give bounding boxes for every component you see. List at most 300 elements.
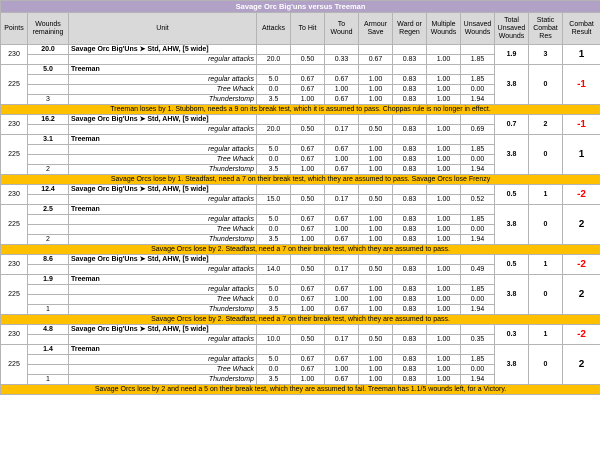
treeman-unit-name: Treeman <box>69 205 257 215</box>
attack-type-label: regular attacks <box>69 55 257 65</box>
treeman-to-hit: 0.67 <box>291 295 325 305</box>
empty-cell <box>325 345 359 355</box>
orc-attacks: 20.0 <box>257 55 291 65</box>
treeman-to-wound: 1.00 <box>325 225 359 235</box>
empty-cell <box>257 345 291 355</box>
treeman-points: 225 <box>1 65 28 105</box>
treeman-unit-name: Treeman <box>69 135 257 145</box>
orc-attacks: 10.0 <box>257 335 291 345</box>
treeman-armour: 1.00 <box>359 375 393 385</box>
empty-cell <box>325 275 359 285</box>
treeman-to-hit: 0.67 <box>291 225 325 235</box>
orc-combat-result: 1 <box>563 45 600 65</box>
orc-ward: 0.83 <box>393 125 427 135</box>
empty-cell <box>461 45 495 55</box>
orc-points: 230 <box>1 45 28 65</box>
empty-cell <box>393 135 427 145</box>
empty-cell <box>359 275 393 285</box>
treeman-unsaved: 0.00 <box>461 225 495 235</box>
treeman-ward: 0.83 <box>393 215 427 225</box>
empty-cell <box>461 205 495 215</box>
empty-cell <box>257 255 291 265</box>
orc-static-combat-res: 1 <box>529 185 563 205</box>
treeman-unsaved: 1.94 <box>461 165 495 175</box>
treeman-ward: 0.83 <box>393 95 427 105</box>
treeman-multi: 1.00 <box>427 155 461 165</box>
empty-cell <box>291 45 325 55</box>
treeman-total-unsaved: 3.8 <box>495 135 529 175</box>
empty-cell <box>393 185 427 195</box>
treeman-ward: 0.83 <box>393 305 427 315</box>
treeman-to-hit: 0.67 <box>291 155 325 165</box>
orc-static-combat-res: 2 <box>529 115 563 135</box>
treeman-static-combat-res: 0 <box>529 135 563 175</box>
empty-cell <box>427 65 461 75</box>
empty-cell <box>325 65 359 75</box>
orc-multi: 1.00 <box>427 335 461 345</box>
treeman-combat-result: -1 <box>563 65 600 105</box>
treeman-points: 225 <box>1 135 28 175</box>
header-row <box>1 13 600 45</box>
attack-type-label: Thunderstomp <box>69 375 257 385</box>
treeman-multi: 1.00 <box>427 355 461 365</box>
empty-cell <box>461 135 495 145</box>
empty-cell <box>427 135 461 145</box>
empty-cell <box>291 345 325 355</box>
treeman-multi: 1.00 <box>427 85 461 95</box>
empty-cell <box>291 255 325 265</box>
empty-cell <box>359 45 393 55</box>
attack-type-label: regular attacks <box>69 195 257 205</box>
orc-static-combat-res: 3 <box>529 45 563 65</box>
treeman-unit-row <box>1 345 600 355</box>
empty-cell <box>393 255 427 265</box>
orc-armour: 0.50 <box>359 125 393 135</box>
treeman-unit-row <box>1 65 600 75</box>
treeman-ward: 0.83 <box>393 235 427 245</box>
empty-cell <box>325 325 359 335</box>
empty-cell <box>461 345 495 355</box>
attack-type-label: Tree Whack <box>69 155 257 165</box>
empty-cell <box>325 255 359 265</box>
treeman-multi: 1.00 <box>427 365 461 375</box>
orc-combat-result: -1 <box>563 115 600 135</box>
treeman-unit-row <box>1 135 600 145</box>
attack-type-label: regular attacks <box>69 125 257 135</box>
header-static-combat-res: Static Combat Res <box>529 13 563 45</box>
empty-cell <box>28 335 69 345</box>
orc-ward: 0.83 <box>393 335 427 345</box>
orc-to-wound: 0.17 <box>325 265 359 275</box>
header-ward-or-regen: Ward or Regen <box>393 13 427 45</box>
empty-cell <box>359 115 393 125</box>
treeman-attacks: 5.0 <box>257 145 291 155</box>
attack-type-label: Tree Whack <box>69 295 257 305</box>
empty-cell <box>291 135 325 145</box>
empty-cell <box>28 355 69 365</box>
orc-multi: 1.00 <box>427 55 461 65</box>
header-unit: Unit <box>69 13 257 45</box>
treeman-to-wound: 0.67 <box>325 355 359 365</box>
round-result-note <box>1 175 600 185</box>
empty-cell <box>257 275 291 285</box>
orc-unit-row <box>1 45 600 55</box>
treeman-armour: 1.00 <box>359 75 393 85</box>
treeman-to-wound: 0.67 <box>325 75 359 85</box>
attack-type-label: Tree Whack <box>69 225 257 235</box>
treeman-to-hit: 1.00 <box>291 235 325 245</box>
orc-to-wound: 0.17 <box>325 125 359 135</box>
orc-total-unsaved: 1.9 <box>495 45 529 65</box>
treeman-to-wound: 1.00 <box>325 365 359 375</box>
orc-armour: 0.50 <box>359 335 393 345</box>
treeman-unsaved: 1.94 <box>461 305 495 315</box>
treeman-unsaved: 1.94 <box>461 375 495 385</box>
orc-total-unsaved: 0.5 <box>495 185 529 205</box>
treeman-attacks: 0.0 <box>257 155 291 165</box>
empty-cell <box>28 55 69 65</box>
attack-type-label: regular attacks <box>69 145 257 155</box>
orc-points: 230 <box>1 255 28 275</box>
sheet-title: Savage Orc Big'uns versus Treeman <box>1 1 600 13</box>
orc-unit-name: Savage Orc Big'Uns ➤ Std, AHW, [5 wide] <box>69 325 257 335</box>
empty-cell <box>28 295 69 305</box>
empty-cell <box>359 205 393 215</box>
treeman-to-wound: 0.67 <box>325 165 359 175</box>
orc-armour: 0.50 <box>359 265 393 275</box>
empty-cell <box>325 185 359 195</box>
empty-cell <box>461 115 495 125</box>
treeman-armour: 1.00 <box>359 85 393 95</box>
round-result-note <box>1 245 600 255</box>
treeman-multi: 1.00 <box>427 225 461 235</box>
round-note-text: Savage Orcs lose by 2. Steadfast, need a 7 on their break test, which they are assumed to pass. <box>1 315 600 325</box>
treeman-armour: 1.00 <box>359 235 393 245</box>
treeman-to-hit: 1.00 <box>291 165 325 175</box>
treeman-to-hit: 1.00 <box>291 375 325 385</box>
treeman-attacks: 0.0 <box>257 85 291 95</box>
empty-cell <box>291 65 325 75</box>
orc-combat-result: -2 <box>563 185 600 205</box>
treeman-to-wound: 0.67 <box>325 215 359 225</box>
treeman-static-combat-res: 0 <box>529 345 563 385</box>
orc-to-hit: 0.50 <box>291 55 325 65</box>
treeman-combat-result: 2 <box>563 345 600 385</box>
thunderstomp-count: 1 <box>28 305 69 315</box>
empty-cell <box>257 325 291 335</box>
orc-to-wound: 0.33 <box>325 55 359 65</box>
attack-type-label: regular attacks <box>69 215 257 225</box>
empty-cell <box>257 205 291 215</box>
treeman-to-hit: 0.67 <box>291 145 325 155</box>
empty-cell <box>257 115 291 125</box>
treeman-unsaved: 0.00 <box>461 295 495 305</box>
empty-cell <box>291 325 325 335</box>
empty-cell <box>291 205 325 215</box>
treeman-ward: 0.83 <box>393 365 427 375</box>
treeman-ward: 0.83 <box>393 85 427 95</box>
attack-type-label: regular attacks <box>69 265 257 275</box>
treeman-points: 225 <box>1 345 28 385</box>
treeman-ward: 0.83 <box>393 75 427 85</box>
treeman-attacks: 3.5 <box>257 375 291 385</box>
treeman-unit-name: Treeman <box>69 275 257 285</box>
attack-type-label: regular attacks <box>69 335 257 345</box>
empty-cell <box>28 265 69 275</box>
orc-unit-row <box>1 325 600 335</box>
empty-cell <box>427 185 461 195</box>
treeman-unsaved: 0.00 <box>461 365 495 375</box>
orc-combat-result: -2 <box>563 255 600 275</box>
empty-cell <box>393 275 427 285</box>
orc-wounds-remaining: 12.4 <box>28 185 69 195</box>
attack-type-label: Thunderstomp <box>69 165 257 175</box>
treeman-multi: 1.00 <box>427 75 461 85</box>
orc-attacks: 14.0 <box>257 265 291 275</box>
orc-attacks: 20.0 <box>257 125 291 135</box>
treeman-armour: 1.00 <box>359 95 393 105</box>
treeman-armour: 1.00 <box>359 145 393 155</box>
orc-unsaved: 1.85 <box>461 55 495 65</box>
treeman-multi: 1.00 <box>427 165 461 175</box>
empty-cell <box>427 115 461 125</box>
attack-type-label: Thunderstomp <box>69 305 257 315</box>
treeman-ward: 0.83 <box>393 155 427 165</box>
orc-unit-name: Savage Orc Big'Uns ➤ Std, AHW, [5 wide] <box>69 45 257 55</box>
treeman-to-hit: 0.67 <box>291 285 325 295</box>
treeman-total-unsaved: 3.8 <box>495 275 529 315</box>
orc-total-unsaved: 0.7 <box>495 115 529 135</box>
thunderstomp-count: 2 <box>28 165 69 175</box>
orc-armour: 0.50 <box>359 195 393 205</box>
empty-cell <box>291 275 325 285</box>
treeman-total-unsaved: 3.8 <box>495 345 529 385</box>
treeman-static-combat-res: 0 <box>529 275 563 315</box>
header-unsaved-wounds: Unsaved Wounds <box>461 13 495 45</box>
header-to-wound: To Wound <box>325 13 359 45</box>
treeman-unsaved: 1.85 <box>461 75 495 85</box>
round-result-note <box>1 105 600 115</box>
orc-to-hit: 0.50 <box>291 125 325 135</box>
attack-type-label: Thunderstomp <box>69 95 257 105</box>
orc-points: 230 <box>1 325 28 345</box>
treeman-ward: 0.83 <box>393 355 427 365</box>
treeman-unsaved: 0.00 <box>461 85 495 95</box>
empty-cell <box>257 135 291 145</box>
treeman-armour: 1.00 <box>359 155 393 165</box>
orc-static-combat-res: 1 <box>529 255 563 275</box>
treeman-unsaved: 1.94 <box>461 95 495 105</box>
treeman-multi: 1.00 <box>427 295 461 305</box>
empty-cell <box>257 185 291 195</box>
header-total-unsaved-wounds: Total Unsaved Wounds <box>495 13 529 45</box>
treeman-to-wound: 1.00 <box>325 295 359 305</box>
header-attacks: Attacks <box>257 13 291 45</box>
treeman-multi: 1.00 <box>427 215 461 225</box>
attack-type-label: regular attacks <box>69 285 257 295</box>
treeman-unit-row <box>1 205 600 215</box>
treeman-to-wound: 1.00 <box>325 85 359 95</box>
treeman-unsaved: 1.85 <box>461 145 495 155</box>
empty-cell <box>28 285 69 295</box>
round-result-note <box>1 315 600 325</box>
orc-combat-result: -2 <box>563 325 600 345</box>
empty-cell <box>325 205 359 215</box>
empty-cell <box>291 115 325 125</box>
empty-cell <box>325 135 359 145</box>
orc-to-hit: 0.50 <box>291 265 325 275</box>
attack-type-label: regular attacks <box>69 355 257 365</box>
orc-unit-name: Savage Orc Big'Uns ➤ Std, AHW, [5 wide] <box>69 115 257 125</box>
treeman-points: 225 <box>1 205 28 245</box>
orc-multi: 1.00 <box>427 195 461 205</box>
empty-cell <box>461 255 495 265</box>
empty-cell <box>28 75 69 85</box>
treeman-armour: 1.00 <box>359 295 393 305</box>
treeman-total-unsaved: 3.8 <box>495 205 529 245</box>
orc-total-unsaved: 0.3 <box>495 325 529 345</box>
orc-multi: 1.00 <box>427 125 461 135</box>
empty-cell <box>393 345 427 355</box>
treeman-wounds-remaining: 5.0 <box>28 65 69 75</box>
empty-cell <box>359 65 393 75</box>
empty-cell <box>427 205 461 215</box>
treeman-attacks: 0.0 <box>257 225 291 235</box>
round-result-note <box>1 385 600 395</box>
treeman-attacks: 3.5 <box>257 235 291 245</box>
treeman-unit-name: Treeman <box>69 345 257 355</box>
round-note-text: Savage Orcs lose by 2. Steadfast, need a 7 on their break test, which they are assumed to pass. <box>1 245 600 255</box>
empty-cell <box>359 325 393 335</box>
header-wounds-remaining: Wounds remaining <box>28 13 69 45</box>
empty-cell <box>393 65 427 75</box>
empty-cell <box>461 325 495 335</box>
treeman-wounds-remaining: 3.1 <box>28 135 69 145</box>
treeman-to-wound: 0.67 <box>325 375 359 385</box>
treeman-to-wound: 1.00 <box>325 155 359 165</box>
treeman-to-hit: 0.67 <box>291 355 325 365</box>
empty-cell <box>359 185 393 195</box>
header-combat-result: Combat Result <box>563 13 600 45</box>
empty-cell <box>427 275 461 285</box>
empty-cell <box>461 65 495 75</box>
orc-to-wound: 0.17 <box>325 195 359 205</box>
treeman-unsaved: 1.85 <box>461 285 495 295</box>
title-row <box>1 1 600 13</box>
orc-unit-row <box>1 185 600 195</box>
orc-multi: 1.00 <box>427 265 461 275</box>
thunderstomp-count: 3 <box>28 95 69 105</box>
attack-type-label: Tree Whack <box>69 85 257 95</box>
empty-cell <box>393 115 427 125</box>
empty-cell <box>427 325 461 335</box>
orc-unsaved: 0.52 <box>461 195 495 205</box>
treeman-ward: 0.83 <box>393 295 427 305</box>
empty-cell <box>393 205 427 215</box>
treeman-total-unsaved: 3.8 <box>495 65 529 105</box>
orc-points: 230 <box>1 115 28 135</box>
treeman-attacks: 5.0 <box>257 215 291 225</box>
orc-unsaved: 0.69 <box>461 125 495 135</box>
orc-unit-name: Savage Orc Big'Uns ➤ Std, AHW, [5 wide] <box>69 255 257 265</box>
empty-cell <box>28 145 69 155</box>
treeman-to-hit: 0.67 <box>291 365 325 375</box>
empty-cell <box>393 325 427 335</box>
empty-cell <box>28 225 69 235</box>
treeman-wounds-remaining: 2.5 <box>28 205 69 215</box>
treeman-wounds-remaining: 1.4 <box>28 345 69 355</box>
treeman-unsaved: 0.00 <box>461 155 495 165</box>
orc-to-wound: 0.17 <box>325 335 359 345</box>
treeman-to-wound: 0.67 <box>325 305 359 315</box>
orc-unit-row <box>1 115 600 125</box>
treeman-ward: 0.83 <box>393 375 427 385</box>
attack-type-label: Tree Whack <box>69 365 257 375</box>
treeman-attacks: 3.5 <box>257 95 291 105</box>
treeman-unsaved: 1.85 <box>461 355 495 365</box>
empty-cell <box>325 115 359 125</box>
thunderstomp-count: 2 <box>28 235 69 245</box>
empty-cell <box>427 45 461 55</box>
empty-cell <box>359 135 393 145</box>
treeman-attacks: 0.0 <box>257 365 291 375</box>
treeman-attacks: 5.0 <box>257 285 291 295</box>
treeman-unit-name: Treeman <box>69 65 257 75</box>
empty-cell <box>461 275 495 285</box>
treeman-multi: 1.00 <box>427 235 461 245</box>
treeman-unit-row <box>1 275 600 285</box>
orc-attacks: 15.0 <box>257 195 291 205</box>
empty-cell <box>28 85 69 95</box>
orc-ward: 0.83 <box>393 55 427 65</box>
empty-cell <box>393 45 427 55</box>
treeman-to-hit: 1.00 <box>291 305 325 315</box>
orc-ward: 0.83 <box>393 195 427 205</box>
round-note-text: Savage Orcs lose by 2 and need a 5 on their break test, which they are assumed to fail. Treeman has 1.1/5 wounds left, for a Victory. <box>1 385 600 395</box>
treeman-unsaved: 1.94 <box>461 235 495 245</box>
empty-cell <box>28 365 69 375</box>
round-note-text: Treeman loses by 1. Stubborn, needs a 9 on its break test, which it is assumed to pass. Choppas rule is no longer in effect. <box>1 105 600 115</box>
treeman-ward: 0.83 <box>393 165 427 175</box>
empty-cell <box>461 185 495 195</box>
orc-static-combat-res: 1 <box>529 325 563 345</box>
treeman-attacks: 0.0 <box>257 295 291 305</box>
treeman-wounds-remaining: 1.9 <box>28 275 69 285</box>
orc-armour: 0.67 <box>359 55 393 65</box>
empty-cell <box>359 345 393 355</box>
empty-cell <box>28 155 69 165</box>
empty-cell <box>28 215 69 225</box>
treeman-multi: 1.00 <box>427 95 461 105</box>
treeman-to-wound: 0.67 <box>325 235 359 245</box>
orc-unsaved: 0.49 <box>461 265 495 275</box>
treeman-armour: 1.00 <box>359 285 393 295</box>
orc-unit-name: Savage Orc Big'Uns ➤ Std, AHW, [5 wide] <box>69 185 257 195</box>
treeman-combat-result: 1 <box>563 135 600 175</box>
empty-cell <box>427 345 461 355</box>
orc-unsaved: 0.35 <box>461 335 495 345</box>
header-multiple-wounds: Multiple Wounds <box>427 13 461 45</box>
attack-type-label: Thunderstomp <box>69 235 257 245</box>
orc-wounds-remaining: 8.6 <box>28 255 69 265</box>
treeman-to-hit: 1.00 <box>291 95 325 105</box>
treeman-unsaved: 1.85 <box>461 215 495 225</box>
treeman-multi: 1.00 <box>427 375 461 385</box>
orc-points: 230 <box>1 185 28 205</box>
treeman-attacks: 5.0 <box>257 75 291 85</box>
empty-cell <box>28 195 69 205</box>
header-points: Points <box>1 13 28 45</box>
